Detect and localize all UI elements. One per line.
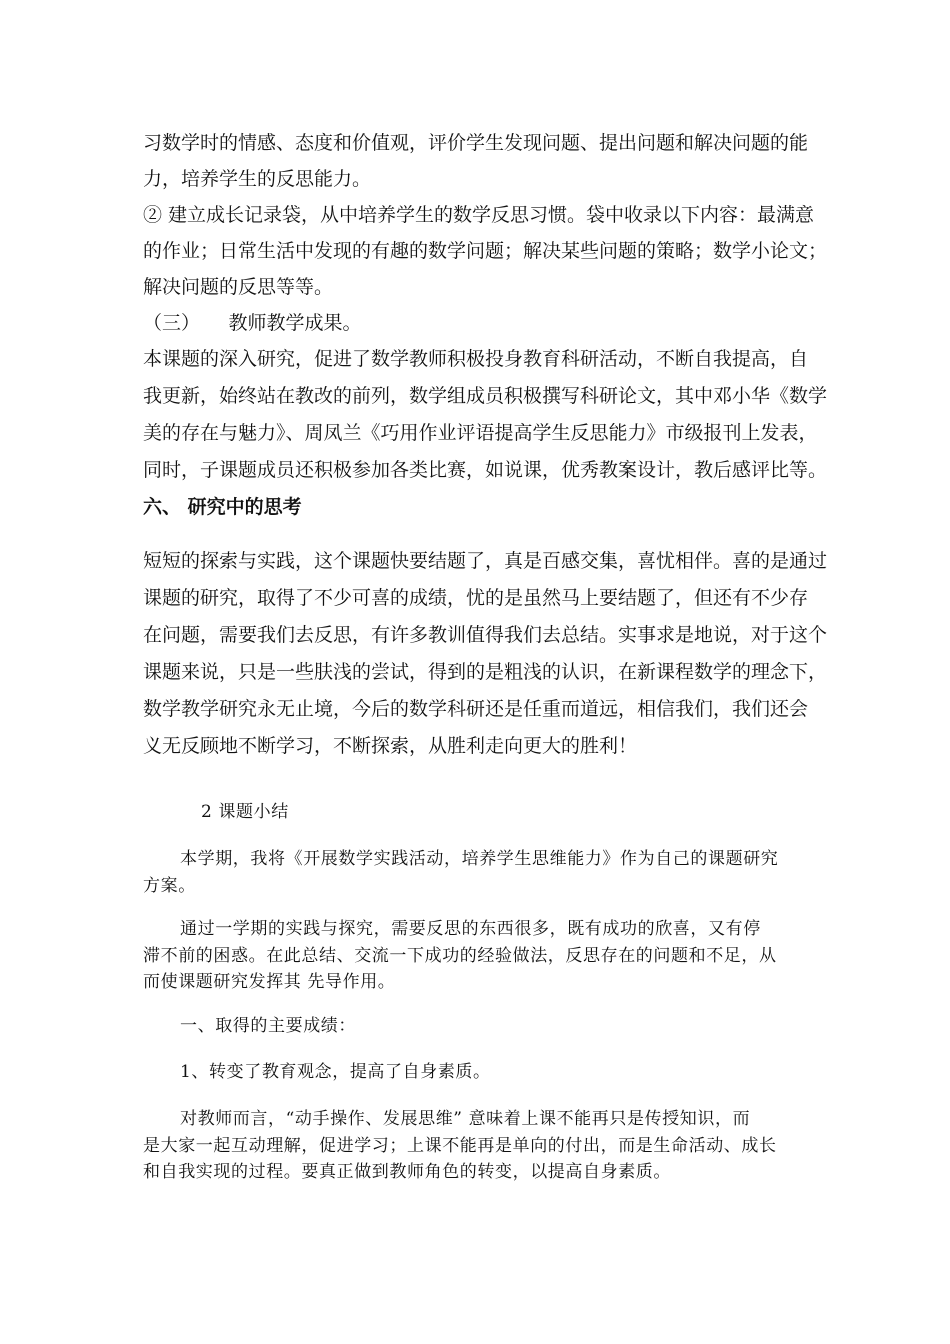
- text-line: 通过一学期的实践与探究，需要反思的东西很多，既有成功的欣喜，又有停: [180, 919, 761, 939]
- text-line: 我更新，始终站在教改的前列，数学组成员积极撰写科研论文，其中邓小华《数学: [143, 385, 828, 407]
- text-line: 同时，子课题成员还积极参加各类比赛，如说课，优秀教案设计，教后感评比等。: [143, 459, 828, 481]
- text-line: 义无反顾地不断学习，不断探索，从胜利走向更大的胜利！: [143, 735, 638, 757]
- text-line: 方案。: [143, 876, 196, 896]
- text-line: 滞不前的困惑。在此总结、交流一下成功的经验做法，反思存在的问题和不足，从: [143, 946, 777, 966]
- text-line: 数学教学研究永无止境，今后的数学科研还是任重而道远，相信我们，我们还会: [143, 698, 809, 720]
- summary-title: 2 课题小结: [201, 802, 289, 822]
- text-line: 本学期，我将《开展数学实践活动，培养学生思维能力》作为自己的课题研究: [180, 849, 779, 869]
- text-line: 而使课题研究发挥其 先导作用。: [143, 972, 396, 992]
- text-line: 是大家一起互动理解，促进学习；上课不能再是单向的付出，而是生命活动、成长: [143, 1136, 777, 1156]
- text-line: 解决问题的反思等等。: [143, 276, 334, 298]
- text-line: 课题的研究，取得了不少可喜的成绩，忧的是虽然马上要结题了，但还有不少存: [143, 587, 809, 609]
- text-line: 对教师而言，“动手操作、发展思维” 意味着上课不能再只是传授知识，而: [180, 1109, 751, 1129]
- text-line: 本课题的深入研究，促进了数学教师积极投身教育科研活动，不断自我提高，自: [143, 348, 809, 370]
- text-line: 习数学时的情感、态度和价值观，评价学生发现问题、提出问题和解决问题的能: [143, 132, 809, 154]
- text-line: 课题来说，只是一些肤浅的尝试，得到的是粗浅的认识，在新课程数学的理念下，: [143, 661, 828, 683]
- text-line: 和自我实现的过程。要真正做到教师角色的转变，以提高自身素质。: [143, 1162, 671, 1182]
- section-heading: 六、 研究中的思考: [143, 496, 302, 518]
- text-line: 力，培养学生的反思能力。: [143, 168, 372, 190]
- text-line: 的作业；日常生活中发现的有趣的数学问题；解决某些问题的策略；数学小论文；: [143, 240, 828, 262]
- subheading: （三） 教师教学成果。: [143, 312, 362, 334]
- text-line: ② 建立成长记录袋，从中培养学生的数学反思习惯。袋中收录以下内容：最满意: [143, 204, 815, 226]
- text-line: 美的存在与魅力》、周凤兰《巧用作业评语提高学生反思能力》市级报刊上发表，: [143, 422, 818, 444]
- achievements-heading: 一、取得的主要成绩：: [180, 1016, 356, 1036]
- text-line: 短短的探索与实践，这个课题快要结题了，真是百感交集，喜忧相伴。喜的是通过: [143, 550, 828, 572]
- list-item: 1、转变了教育观念，提高了自身素质。: [180, 1062, 491, 1082]
- text-line: 在问题，需要我们去反思，有许多教训值得我们去总结。实事求是地说，对于这个: [143, 624, 828, 646]
